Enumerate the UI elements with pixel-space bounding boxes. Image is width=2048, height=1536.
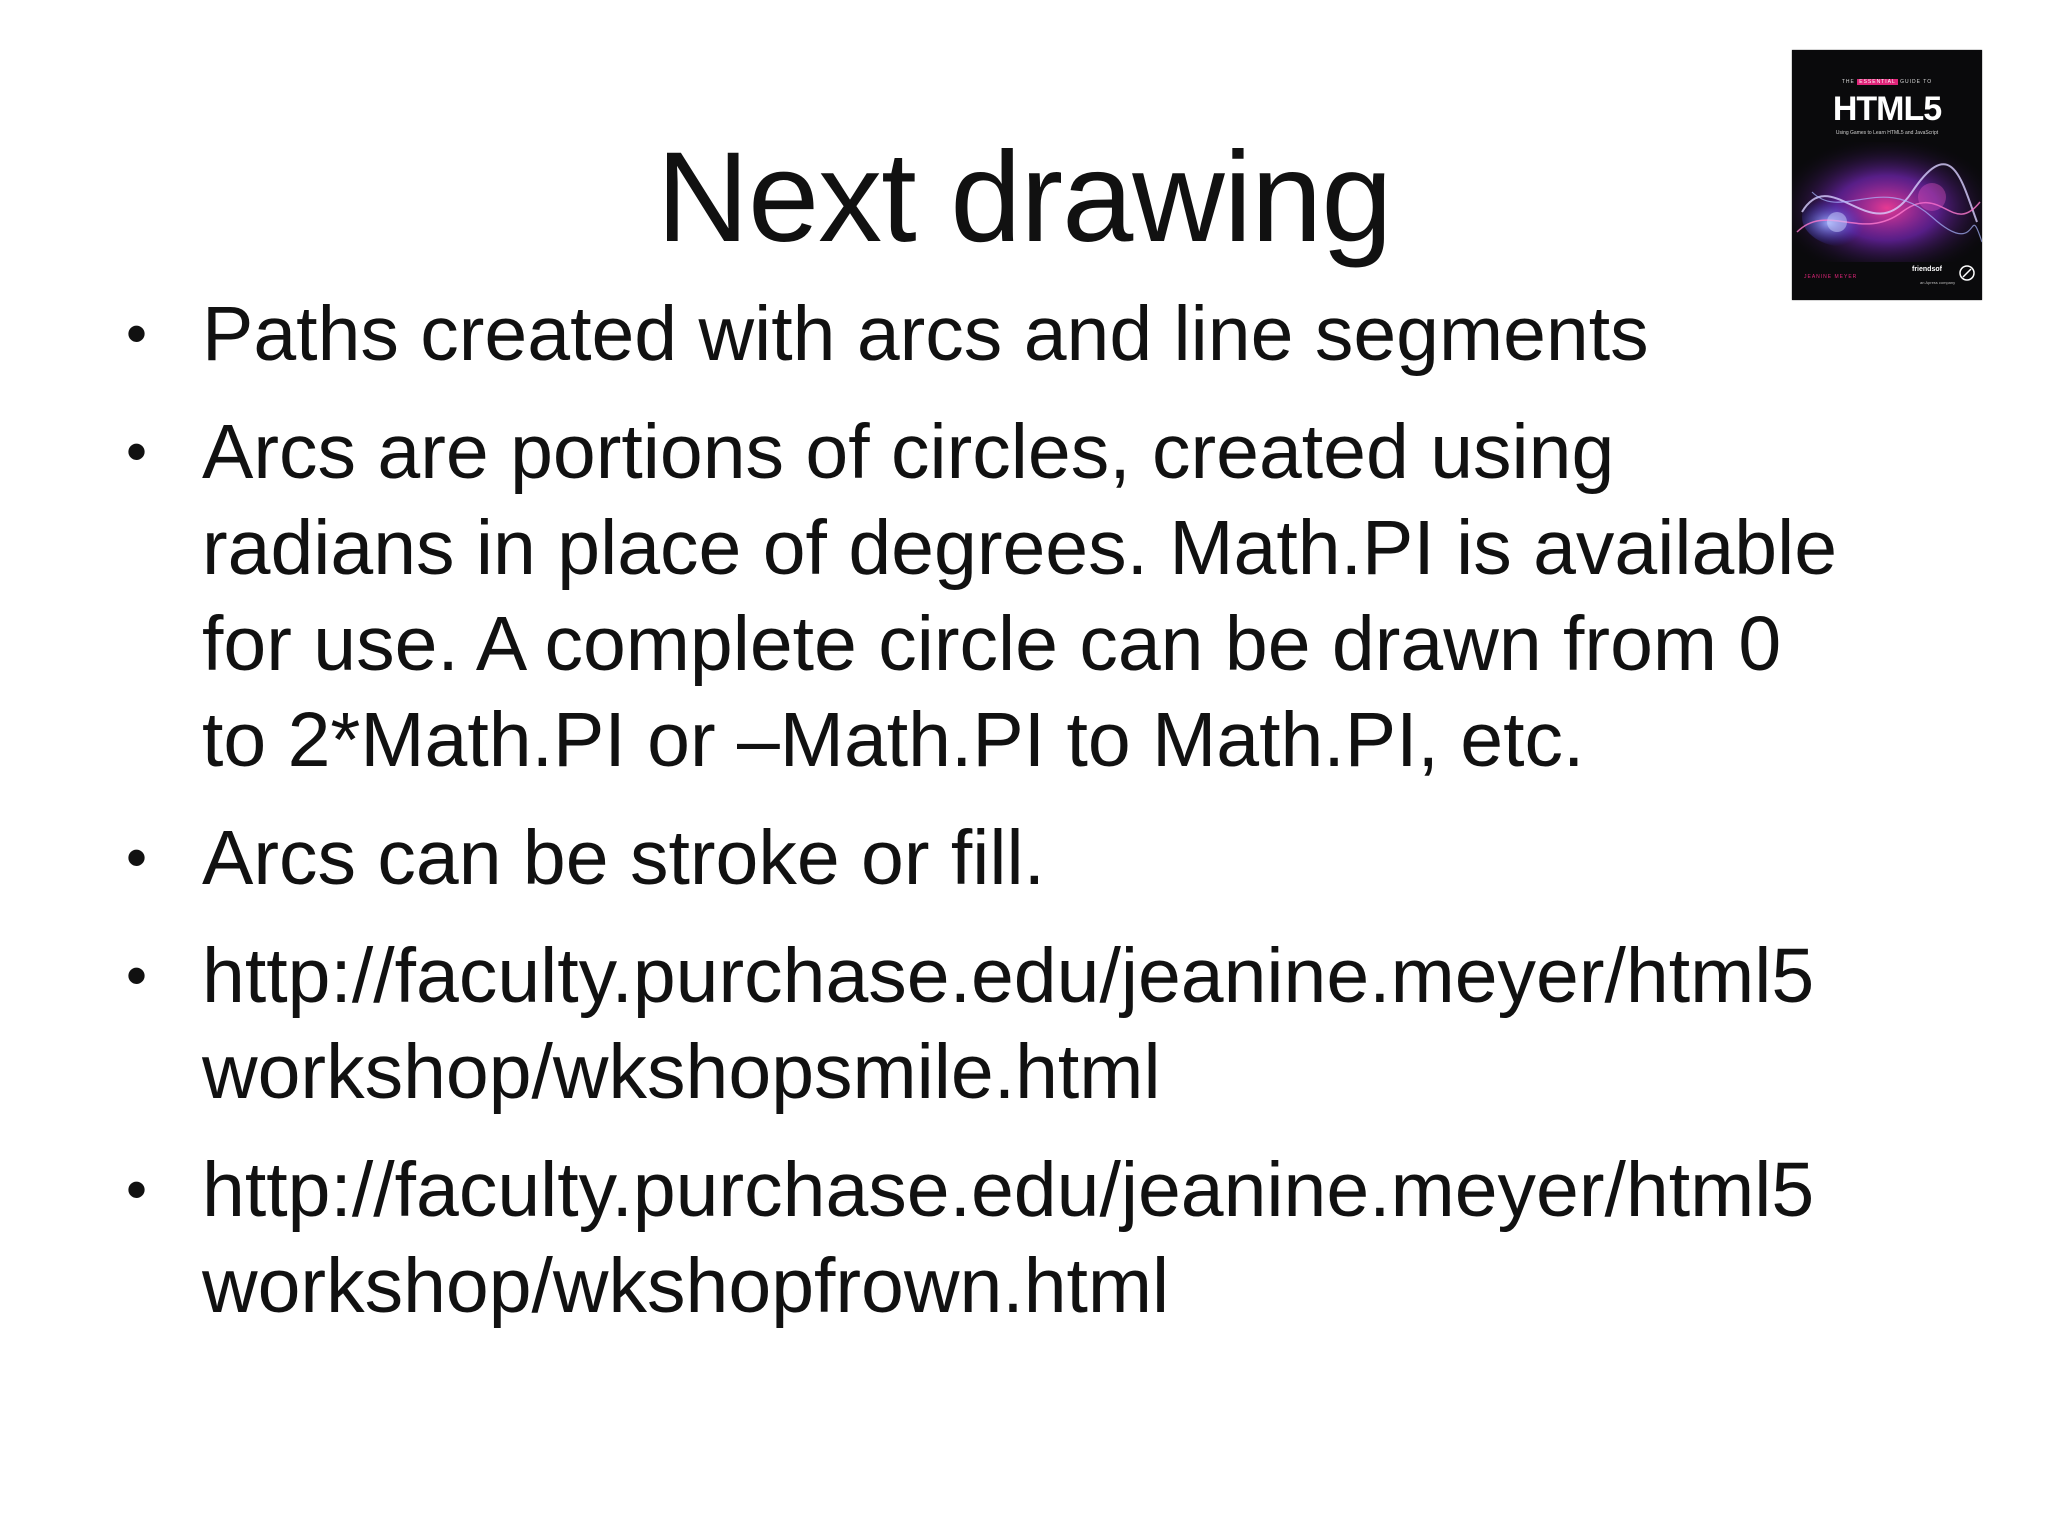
bullet-dot-icon: • — [126, 824, 148, 891]
bullet-item — [118, 810, 1978, 906]
bullet-dot-icon: • — [126, 300, 148, 367]
bullet-text — [202, 404, 1978, 788]
book-banner-prefix: THE — [1841, 79, 1855, 85]
bullet-line: Paths created with arcs and line segments — [202, 291, 1649, 377]
url-text[interactable] — [202, 928, 1978, 1120]
bullet-line: Arcs are portions of circles, created using — [202, 409, 1615, 495]
bullet-item-link[interactable] — [118, 928, 1978, 1120]
bullet-line: Arcs can be stroke or fill. — [202, 815, 1046, 901]
book-publisher: friendsof — [1912, 266, 1942, 273]
publisher-logo-icon — [1958, 264, 1976, 282]
book-title: HTML5 — [1832, 90, 1942, 128]
slide-title: Next drawing — [656, 126, 1392, 269]
book-cover-art — [1792, 142, 1982, 262]
bullet-line: workshop/wkshopfrown.html — [202, 1243, 1170, 1329]
bullet-line: http://faculty.purchase.edu/jeanine.meyer/html5 — [202, 933, 1815, 1019]
bullet-dot-icon: • — [126, 942, 148, 1009]
book-cover-image — [1792, 50, 1982, 300]
bullet-text — [202, 810, 1978, 906]
book-publisher-tag: an Apress company — [1920, 280, 1956, 285]
bullet-list — [118, 286, 1978, 1356]
bullet-item — [118, 404, 1978, 788]
book-author: JEANINE MEYER — [1804, 274, 1858, 280]
book-banner-highlight: ESSENTIAL — [1859, 79, 1896, 85]
bullet-item-link[interactable] — [118, 1142, 1978, 1334]
bullet-line: radians in place of degrees. Math.PI is available — [202, 505, 1838, 591]
url-text[interactable] — [202, 1142, 1978, 1334]
bullet-line: to 2*Math.PI or –Math.PI to Math.PI, etc. — [202, 697, 1585, 783]
bullet-line: workshop/wkshopsmile.html — [202, 1029, 1161, 1115]
bullet-dot-icon: • — [126, 418, 148, 485]
book-subtitle: Using Games to Learn HTML5 and JavaScript — [1835, 130, 1939, 136]
bullet-text — [202, 286, 1978, 382]
bullet-item — [118, 286, 1978, 382]
book-banner — [1792, 78, 1982, 86]
book-banner-suffix: GUIDE TO — [1900, 79, 1933, 85]
bullet-dot-icon: • — [126, 1156, 148, 1223]
bullet-line: http://faculty.purchase.edu/jeanine.meyer/html5 — [202, 1147, 1815, 1233]
bullet-line: for use. A complete circle can be drawn from 0 — [202, 601, 1782, 687]
